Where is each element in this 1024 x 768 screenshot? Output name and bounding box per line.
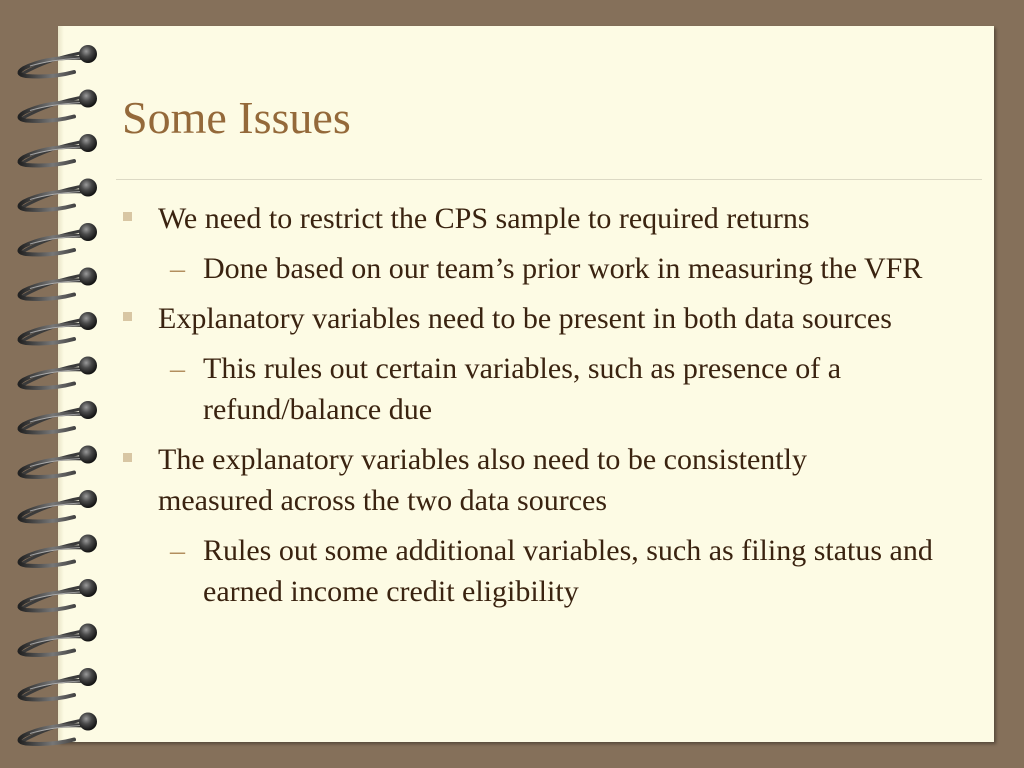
spiral-ring [19,668,97,700]
dash-bullet-icon: – [170,534,185,567]
sub-bullet-item-2 [0,348,953,430]
spiral-ring [19,624,97,656]
spiral-ring [19,134,97,166]
dash-bullet-icon: – [170,252,185,285]
bullet-text: The explanatory variables also need to be consistently measured across the two data sources [158,443,807,517]
sub-bullet-item-1 [0,248,953,289]
spiral-ring [19,45,97,77]
sub-bullet-item-3 [0,530,953,612]
bullet-list [0,198,1024,621]
square-bullet-icon [123,212,132,221]
bullet-text: We need to restrict the CPS sample to required returns [158,202,810,235]
sub-bullet-text: Done based on our team’s prior work in measuring the VFR [203,252,923,285]
dash-bullet-icon: – [170,352,185,385]
slide-title: Some Issues [122,92,351,143]
square-bullet-icon [123,312,132,321]
sub-bullet-text: This rules out certain variables, such as presence of a refund/balance due [203,352,842,426]
spiral-ring [19,713,97,745]
bullet-text: Explanatory variables need to be present in both data sources [158,302,892,335]
spiral-ring [19,90,97,122]
bullet-item-1 [0,198,918,239]
bullet-item-2 [0,298,918,339]
bullet-item-3 [0,439,918,521]
sub-bullet-text: Rules out some additional variables, such as filing status and earned income credit eligibility [203,534,933,608]
title-divider [116,179,982,180]
square-bullet-icon [123,453,132,462]
